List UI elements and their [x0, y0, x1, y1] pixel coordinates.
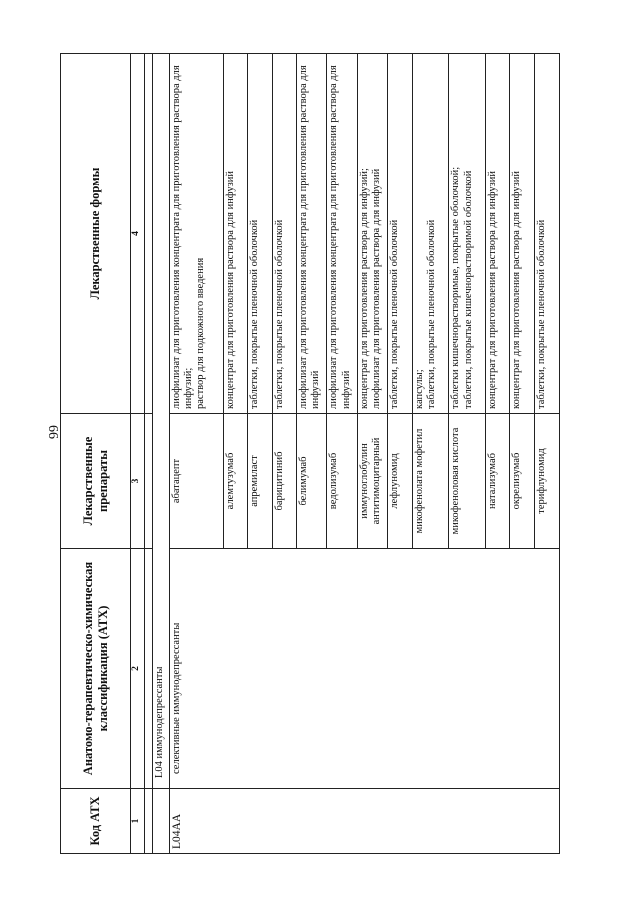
header-drugs: Лекарственные препараты — [61, 414, 131, 549]
drug-name: иммуноглобулин антитимоцитарный — [357, 414, 388, 549]
dosage-forms: таблетки, покрытые пленочной оболочкой — [248, 54, 272, 414]
dosage-forms: лиофилизат для приготовления концентрата для приготовления раствора для инфузий; раствор для подкожного введения — [169, 54, 224, 414]
drug-name: лефлуномид — [388, 414, 412, 549]
dosage-forms: концентрат для приготовления раствора для инфузий — [224, 54, 248, 414]
dosage-forms: лиофилизат для приготовления концентрата для приготовления раствора для инфузий — [327, 54, 358, 414]
rotated-page-sheet — [60, 54, 560, 854]
dosage-forms: таблетки кишечнорастворимые, покрытые оболочкой; таблетки, покрытые кишечнорастворимой оболочкой — [449, 54, 486, 414]
header-dosage-forms: Лекарственные формы — [61, 54, 131, 414]
drug-name: ведолизумаб — [327, 414, 358, 549]
spacer-row — [145, 54, 153, 854]
drug-name: окрелизумаб — [510, 414, 534, 549]
header-row — [61, 54, 131, 854]
drug-classification-table — [60, 53, 560, 854]
dosage-forms: концентрат для приготовления раствора для инфузий — [510, 54, 534, 414]
drug-name: апремиласт — [248, 414, 272, 549]
column-number: 3 — [131, 414, 145, 549]
dosage-forms: таблетки, покрытые пленочной оболочкой — [388, 54, 412, 414]
drug-name: абатацепт — [169, 414, 224, 549]
column-number: 4 — [131, 54, 145, 414]
drug-name: микофенолата мофетил — [412, 414, 449, 549]
drug-name: микофеноловая кислота — [449, 414, 486, 549]
dosage-forms: лиофилизат для приготовления концентрата для приготовления раствора для инфузий — [296, 54, 327, 414]
table-row — [169, 54, 224, 854]
atc-subgroup-name: селективные иммунодепрессанты — [169, 549, 559, 789]
dosage-forms: таблетки, покрытые пленочной оболочкой — [534, 54, 559, 414]
drug-name: барицитиниб — [272, 414, 296, 549]
header-atc-code: Код АТХ — [61, 789, 131, 854]
column-number: 1 — [131, 789, 145, 854]
atc-code-cell: L04AA — [169, 789, 559, 854]
column-number-row — [131, 54, 145, 854]
dosage-forms: таблетки, покрытые пленочной оболочкой — [272, 54, 296, 414]
dosage-forms: концентрат для приготовления раствора для инфузий — [486, 54, 510, 414]
group-row — [153, 54, 169, 854]
drug-name: белимумаб — [296, 414, 327, 549]
drug-name: натализумаб — [486, 414, 510, 549]
page-number: 66 — [45, 425, 60, 439]
dosage-forms: капсулы; таблетки, покрытые пленочной оболочкой — [412, 54, 449, 414]
column-number: 2 — [131, 549, 145, 789]
header-atc-classification: Анатомо-терапевтическо-химическая классификация (АТХ) — [61, 549, 131, 789]
dosage-forms: концентрат для приготовления раствора для инфузий; лиофилизат для приготовления раствора для инфузий — [357, 54, 388, 414]
drug-name: терифлуномид — [534, 414, 559, 549]
group-title: L04 иммунодепрессанты — [153, 54, 169, 789]
drug-name: алемтузумаб — [224, 414, 248, 549]
